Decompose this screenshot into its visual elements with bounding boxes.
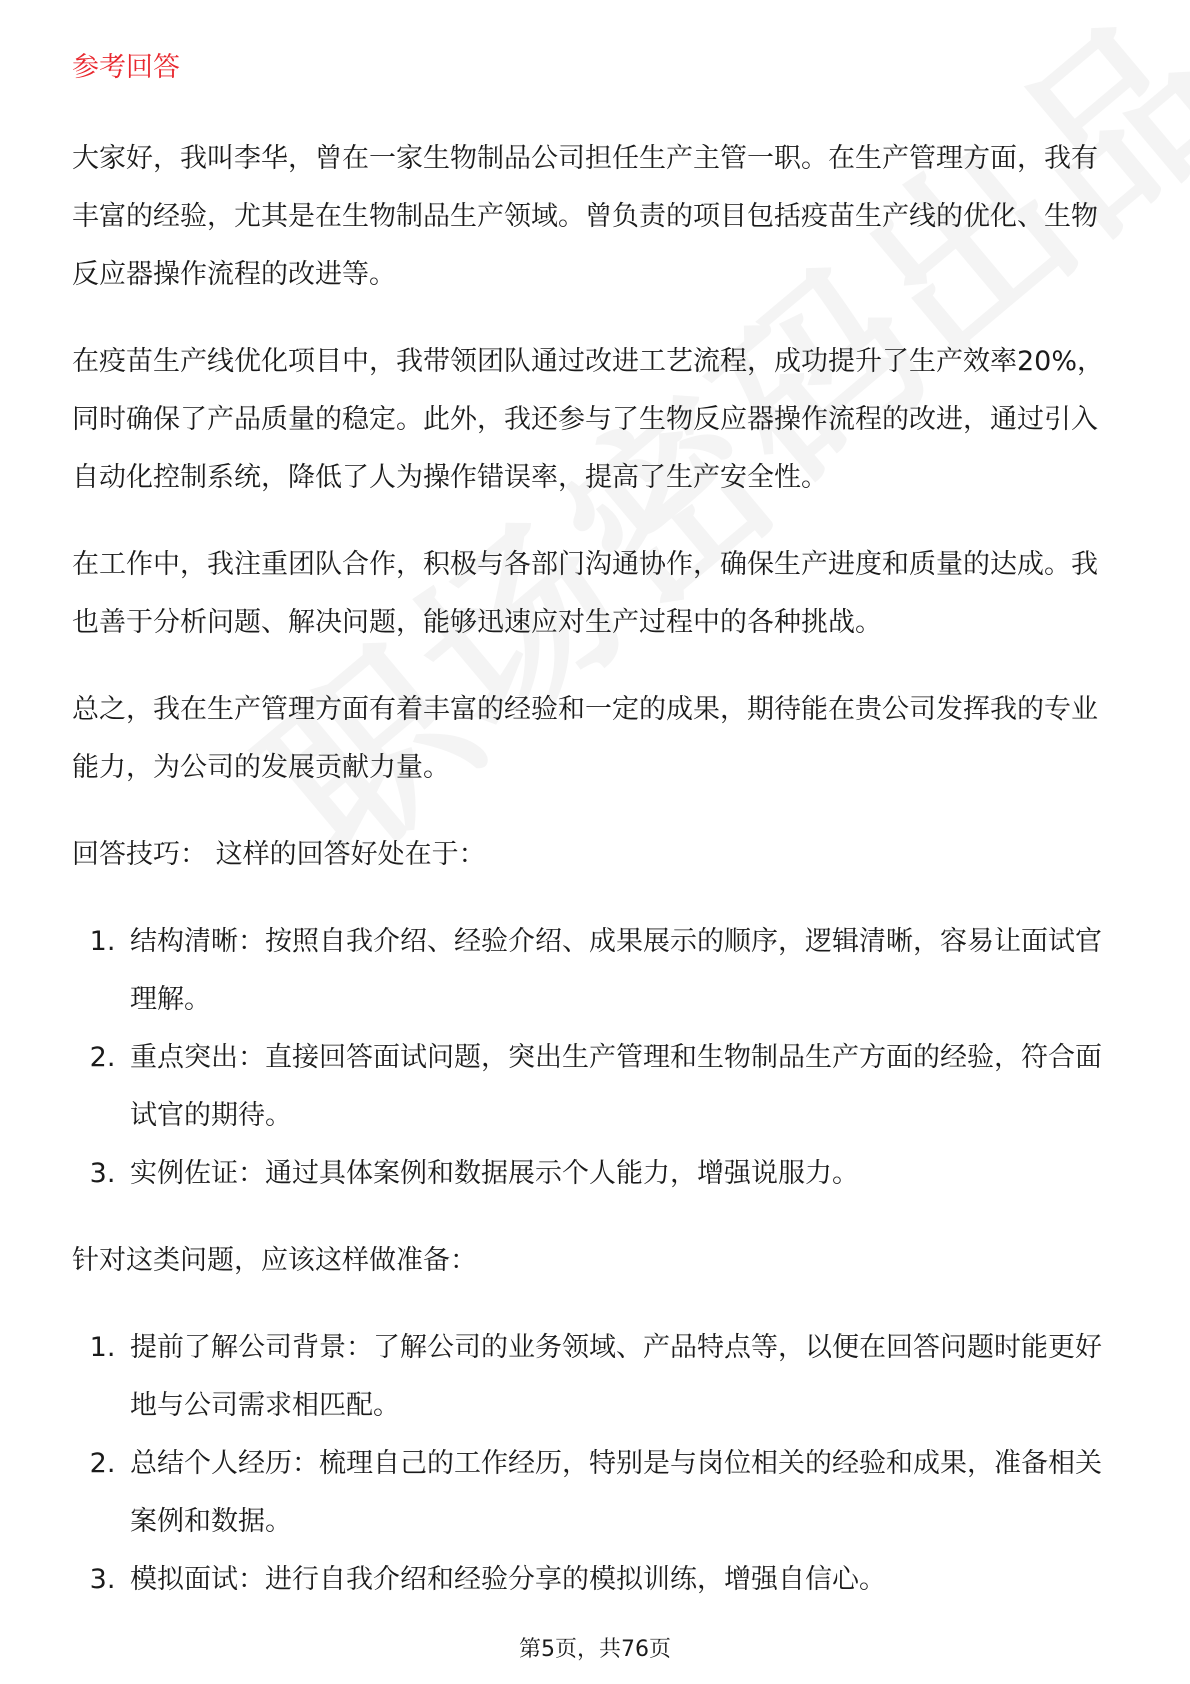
answer-paragraph-4: 总之，我在生产管理方面有着丰富的经验和一定的成果，期待能在贵公司发挥我的专业能力，为公司的发展贡献力量。 <box>72 694 1098 783</box>
prep-list <box>72 1319 1122 1609</box>
section-heading: 参考回答 <box>72 52 180 83</box>
prep-intro: 针对这类问题，应该这样做准备： <box>72 1245 477 1276</box>
tips-intro: 回答技巧： 这样的回答好处在于： <box>72 839 486 870</box>
list-item: 1. 提前了解公司背景：了解公司的业务领域、产品特点等，以便在回答问题时能更好地与公司需求相匹配。 <box>124 1319 1122 1435</box>
list-item: 1. 结构清晰：按照自我介绍、经验介绍、成果展示的顺序，逻辑清晰，容易让面试官理解。 <box>124 913 1122 1029</box>
page-number: 第5页，共76页 <box>519 1637 671 1662</box>
list-item: 3. 模拟面试：进行自我介绍和经验分享的模拟训练，增强自信心。 <box>124 1551 1122 1609</box>
document-body <box>72 48 1122 1638</box>
list-item: 3. 实例佐证：通过具体案例和数据展示个人能力，增强说服力。 <box>124 1145 1122 1203</box>
answer-paragraph-1: 大家好，我叫李华，曾在一家生物制品公司担任生产主管一职。在生产管理方面，我有丰富的经验，尤其是在生物制品生产领域。曾负责的项目包括疫苗生产线的优化、生物反应器操作流程的改进等。 <box>72 143 1098 290</box>
answer-paragraph-2: 在疫苗生产线优化项目中，我带领团队通过改进工艺流程，成功提升了生产效率20%，同时确保了产品质量的稳定。此外，我还参与了生物反应器操作流程的改进，通过引入自动化控制系统，降低了人为操作错误率，提高了生产安全性。 <box>72 346 1105 493</box>
list-item: 2. 总结个人经历：梳理自己的工作经历，特别是与岗位相关的经验和成果，准备相关案例和数据。 <box>124 1435 1122 1551</box>
tips-list <box>72 913 1122 1203</box>
answer-paragraph-3: 在工作中，我注重团队合作，积极与各部门沟通协作，确保生产进度和质量的达成。我也善于分析问题、解决问题，能够迅速应对生产过程中的各种挑战。 <box>72 549 1098 638</box>
list-item: 2. 重点突出：直接回答面试问题，突出生产管理和生物制品生产方面的经验，符合面试官的期待。 <box>124 1029 1122 1145</box>
